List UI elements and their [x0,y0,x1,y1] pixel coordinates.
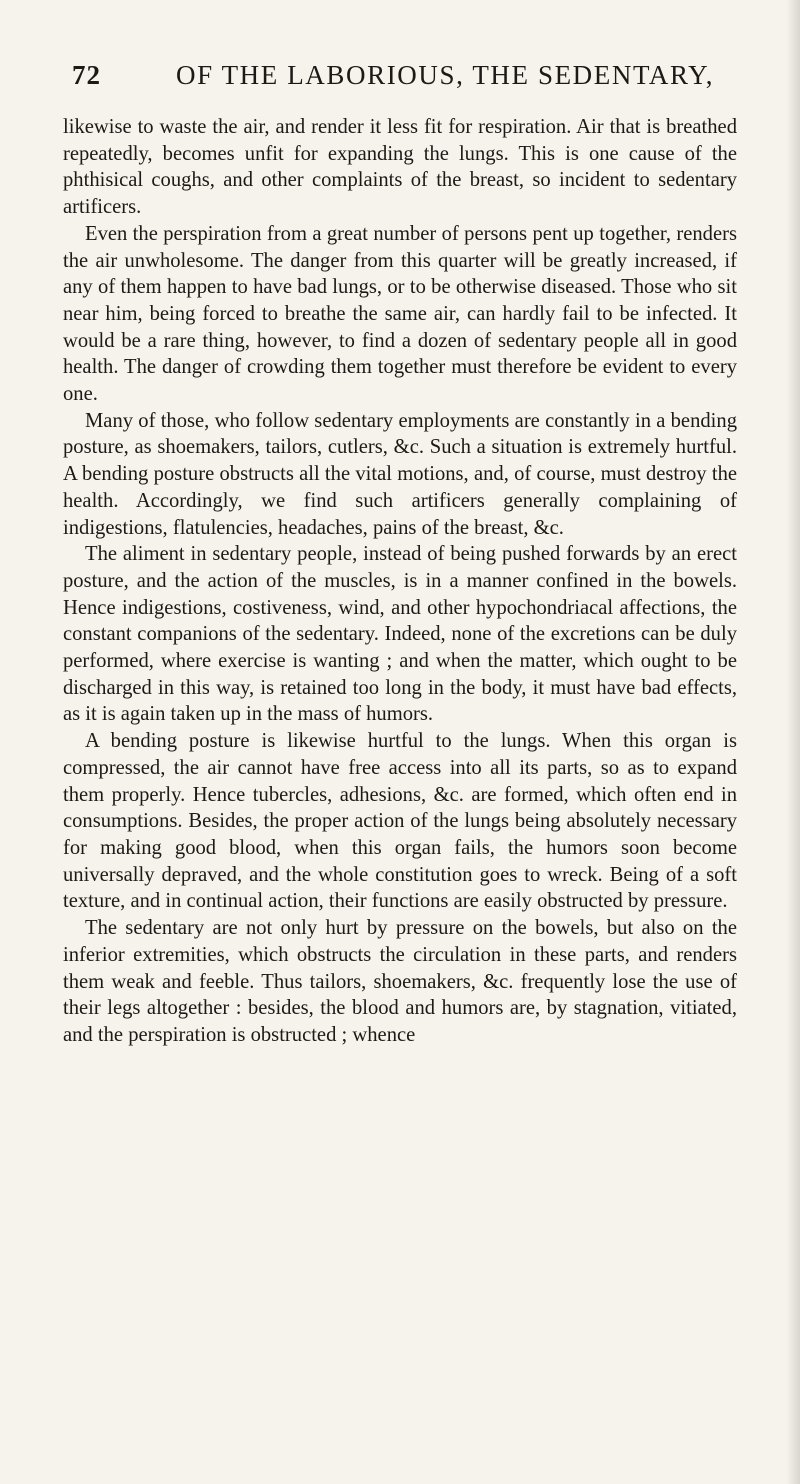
running-title: OF THE LABORIOUS, THE SEDENTARY, [176,60,715,90]
body-text [63,114,737,1049]
paragraph: Even the perspiration from a great number of persons pent up together, renders the air unwholesome. The danger from this quarter will be greatly increased, if any of them happen to have bad lungs, or to be otherwise diseased. Those who sit near him, being forced to breathe the same air, can hardly fail to be infected. It would be a rare thing, however, to find a dozen of sedentary people all in good health. The danger of crowding them together must therefore be evident to every one. [63,222,737,406]
paragraph: The sedentary are not only hurt by pressure on the bowels, but also on the inferior extremities, which obstructs the circulation in these parts, and renders them weak and feeble. Thus tailors, shoemakers, &c. frequently lose the use of their legs altogether : besides, the blood and humors are, by stagnation, vitiated, and the perspiration is obstructed ; whence [63,917,737,1046]
page-header [72,58,715,102]
paragraph: A bending posture is likewise hurtful to the lungs. When this organ is compressed, the air cannot have free access into all its parts, so as to expand them properly. Hence tubercles, adhesions, &c. are formed, which often end in consumptions. Besides, the proper action of the lungs being absolutely necessary for making good blood, when this organ fails, the humors soon become universally depraved, and the whole constitution goes to wreck. Being of a soft texture, and in continual action, their functions are easily obstructed by pressure. [63,730,737,913]
page-edge-shadow [786,0,800,1484]
paragraph: The aliment in sedentary people, instead of being pushed forwards by an erect posture, and the action of the muscles, is in a manner confined in the bowels. Hence indigestions, costiveness, wind, and other hypochondriacal affections, the constant companions of the sedentary. Indeed, none of the excretions can be duly performed, where exercise is wanting ; and when the matter, which ought to be discharged in this way, is retained too long in the body, it must have bad effects, as it is again taken up in the mass of humors. [63,543,737,726]
page-number: 72 [72,60,101,90]
paragraph: Many of those, who follow sedentary employments are constantly in a bending posture, as shoemakers, tailors, cutlers, &c. Such a situation is extremely hurtful. A bending posture obstructs all the vital motions, and, of course, must destroy the health. Accordingly, we find such artificers generally complaining of indigestions, flatulencies, headaches, pains of the breast, &c. [63,409,737,539]
paragraph: likewise to waste the air, and render it less fit for respiration. Air that is breathed repeatedly, becomes unfit for expanding the lungs. This is one cause of the phthisical coughs, and other complaints of the breast, so incident to sedentary artificers. [63,116,737,219]
